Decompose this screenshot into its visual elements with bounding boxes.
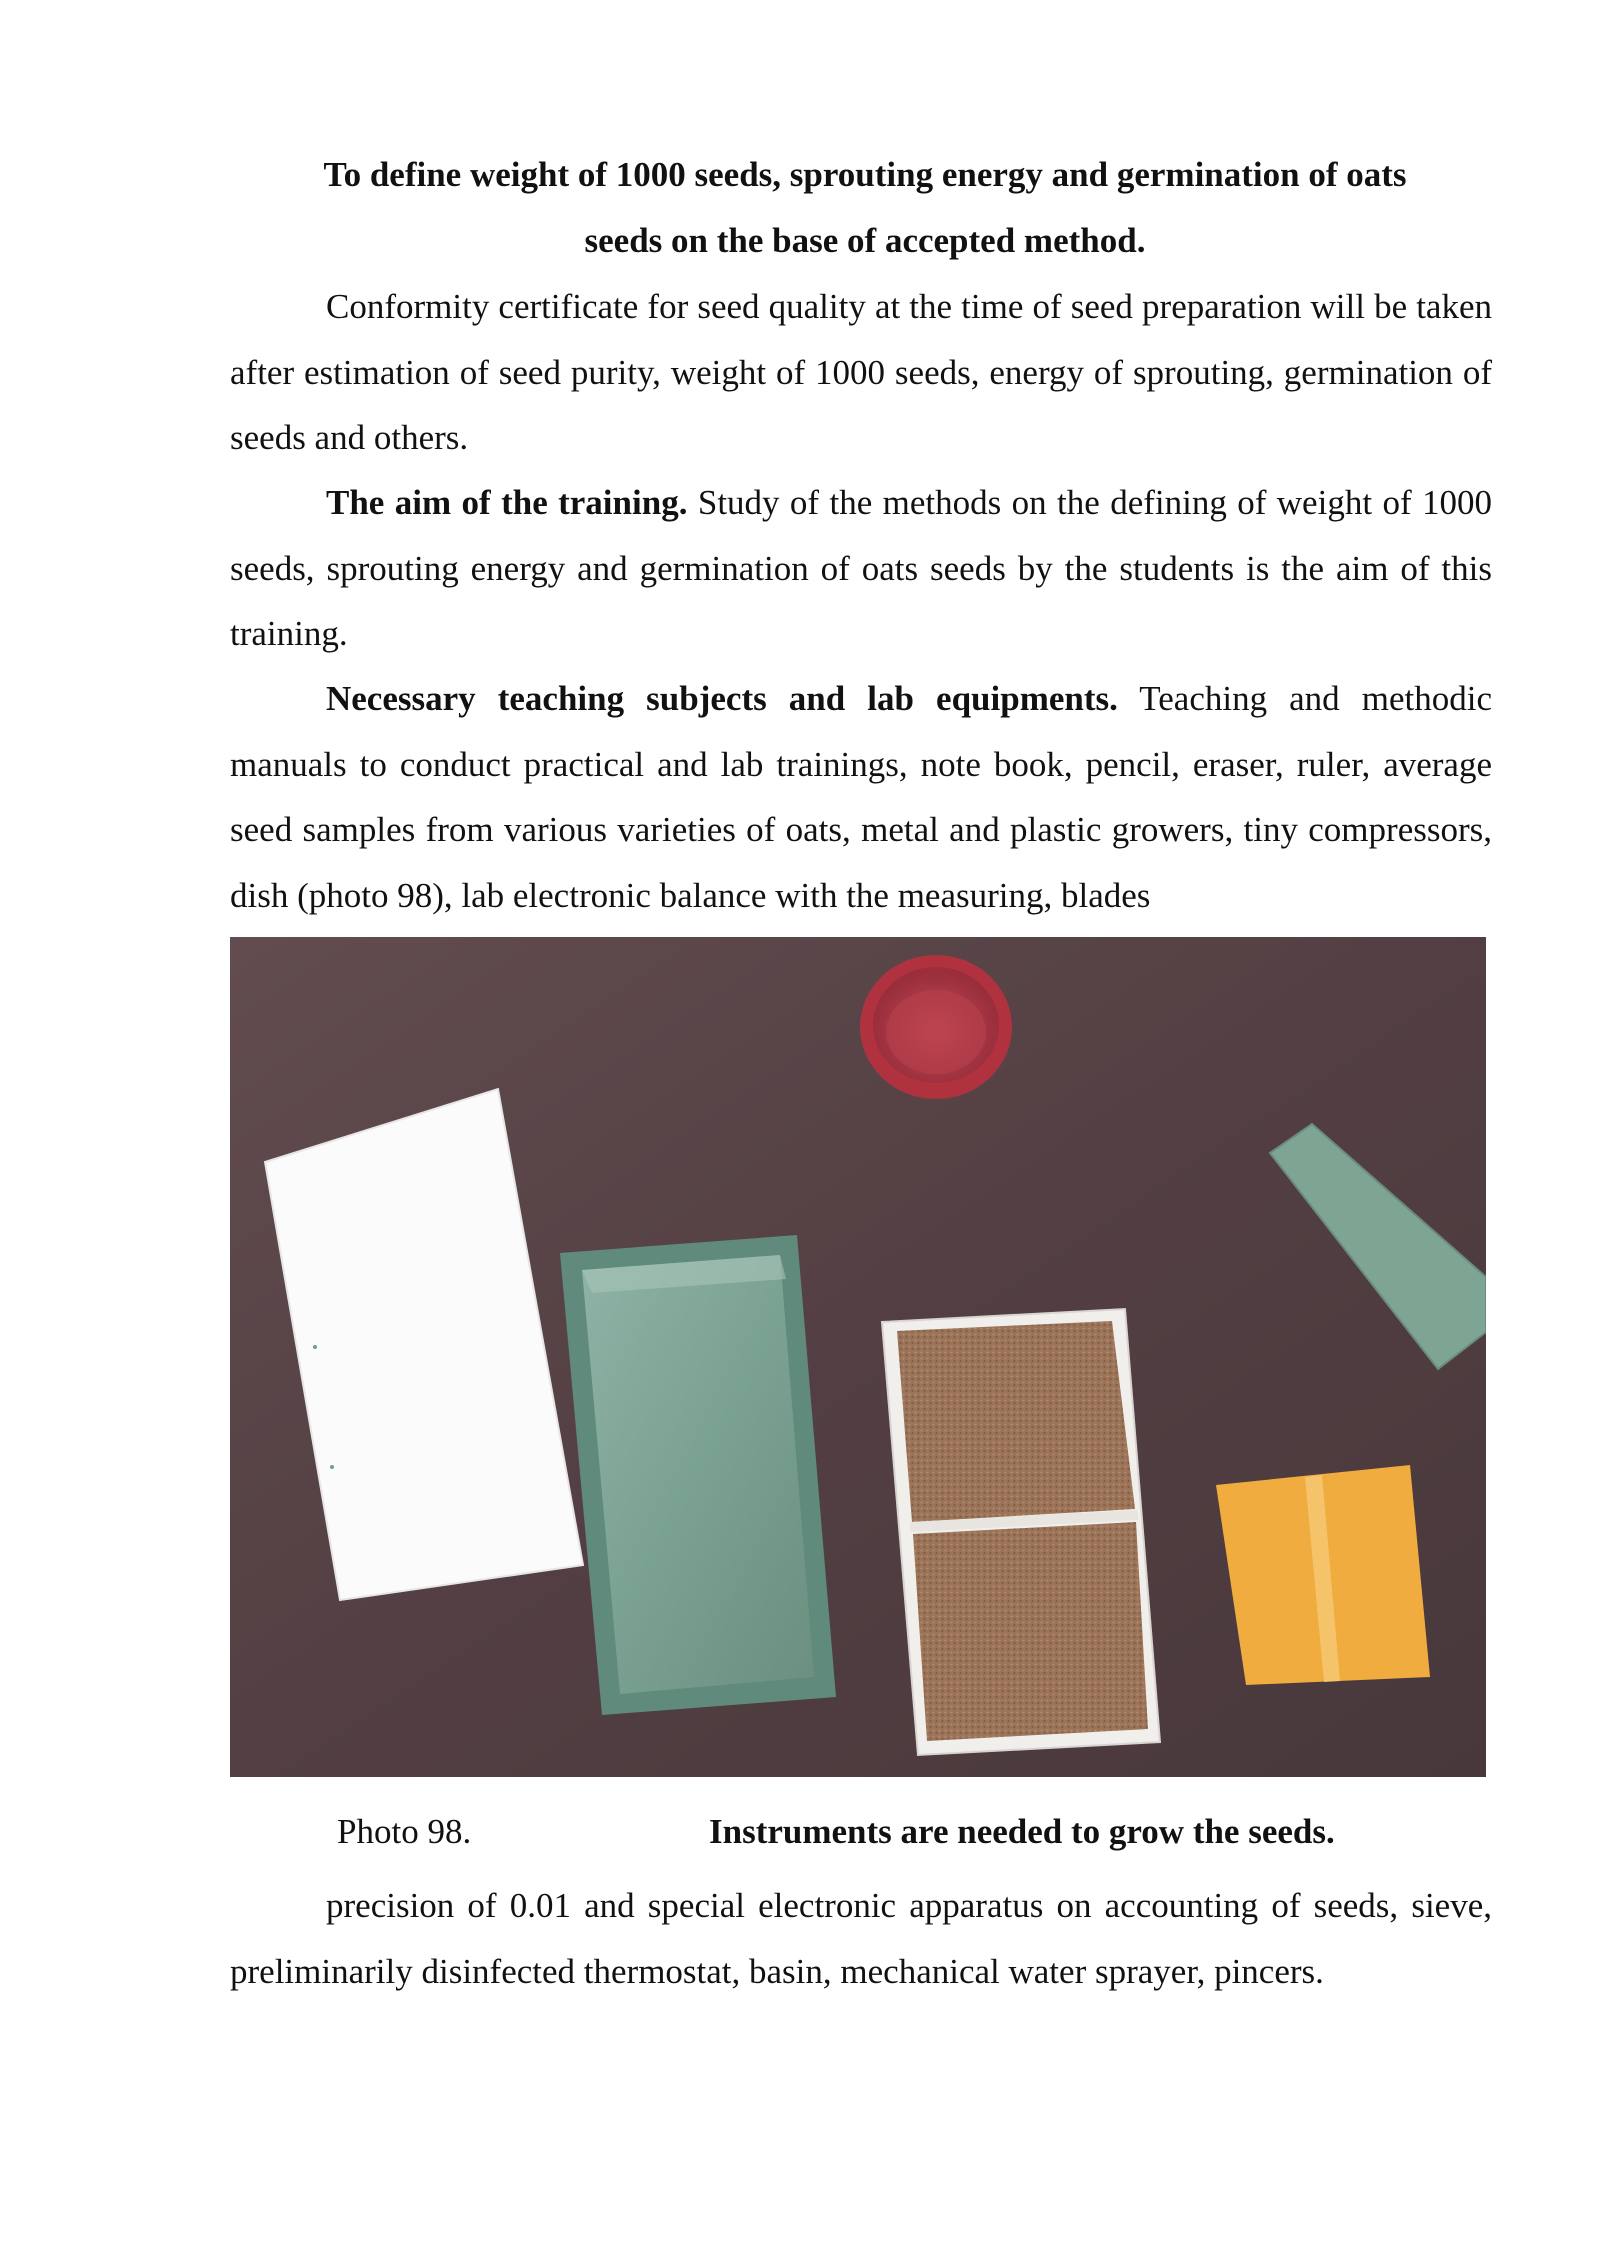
aim-heading: The aim of the training.	[326, 483, 688, 522]
document-title-line-2: seeds on the base of accepted method.	[584, 221, 1146, 260]
lab-instruments-photo	[230, 937, 1486, 1777]
aim-paragraph	[230, 470, 1492, 667]
document-title-line-1: To define weight of 1000 seeds, sprouting energy and germination of oats	[323, 155, 1407, 194]
white-tray-with-soil	[882, 1309, 1160, 1755]
green-metal-tray	[560, 1235, 836, 1715]
continuation-paragraph: precision of 0.01 and special electronic apparatus on accounting of seeds, sieve, preliminarily disinfected thermostat, basin, mechanical water sprayer, pincers.	[230, 1886, 1492, 1991]
equipment-heading: Necessary teaching subjects and lab equipments.	[326, 679, 1118, 718]
equipment-paragraph	[230, 666, 1492, 928]
photo-caption-text: Instruments are needed to grow the seeds.	[709, 1812, 1335, 1851]
intro-paragraph: Conformity certificate for seed quality at the time of seed preparation will be taken after estimation of seed purity, weight of 1000 seeds, energy of sprouting, germination of seeds and others.	[230, 287, 1492, 457]
red-round-dish	[860, 955, 1012, 1099]
photo-caption-number: Photo 98.	[337, 1812, 472, 1851]
yellow-plastic-scraper	[1216, 1465, 1430, 1685]
aim-text: Study of the methods on the defining of weight of 1000 seeds, sprouting energy and germination of oats seeds by the students is the aim of this training.	[230, 483, 1492, 653]
equipment-text: Teaching and methodic manuals to conduct practical and lab trainings, note book, pencil, eraser, ruler, average seed samples from various varieties of oats, metal and plastic growers, tiny compressors, dish (photo 98), lab electronic balance with the measuring, blades	[230, 679, 1492, 915]
